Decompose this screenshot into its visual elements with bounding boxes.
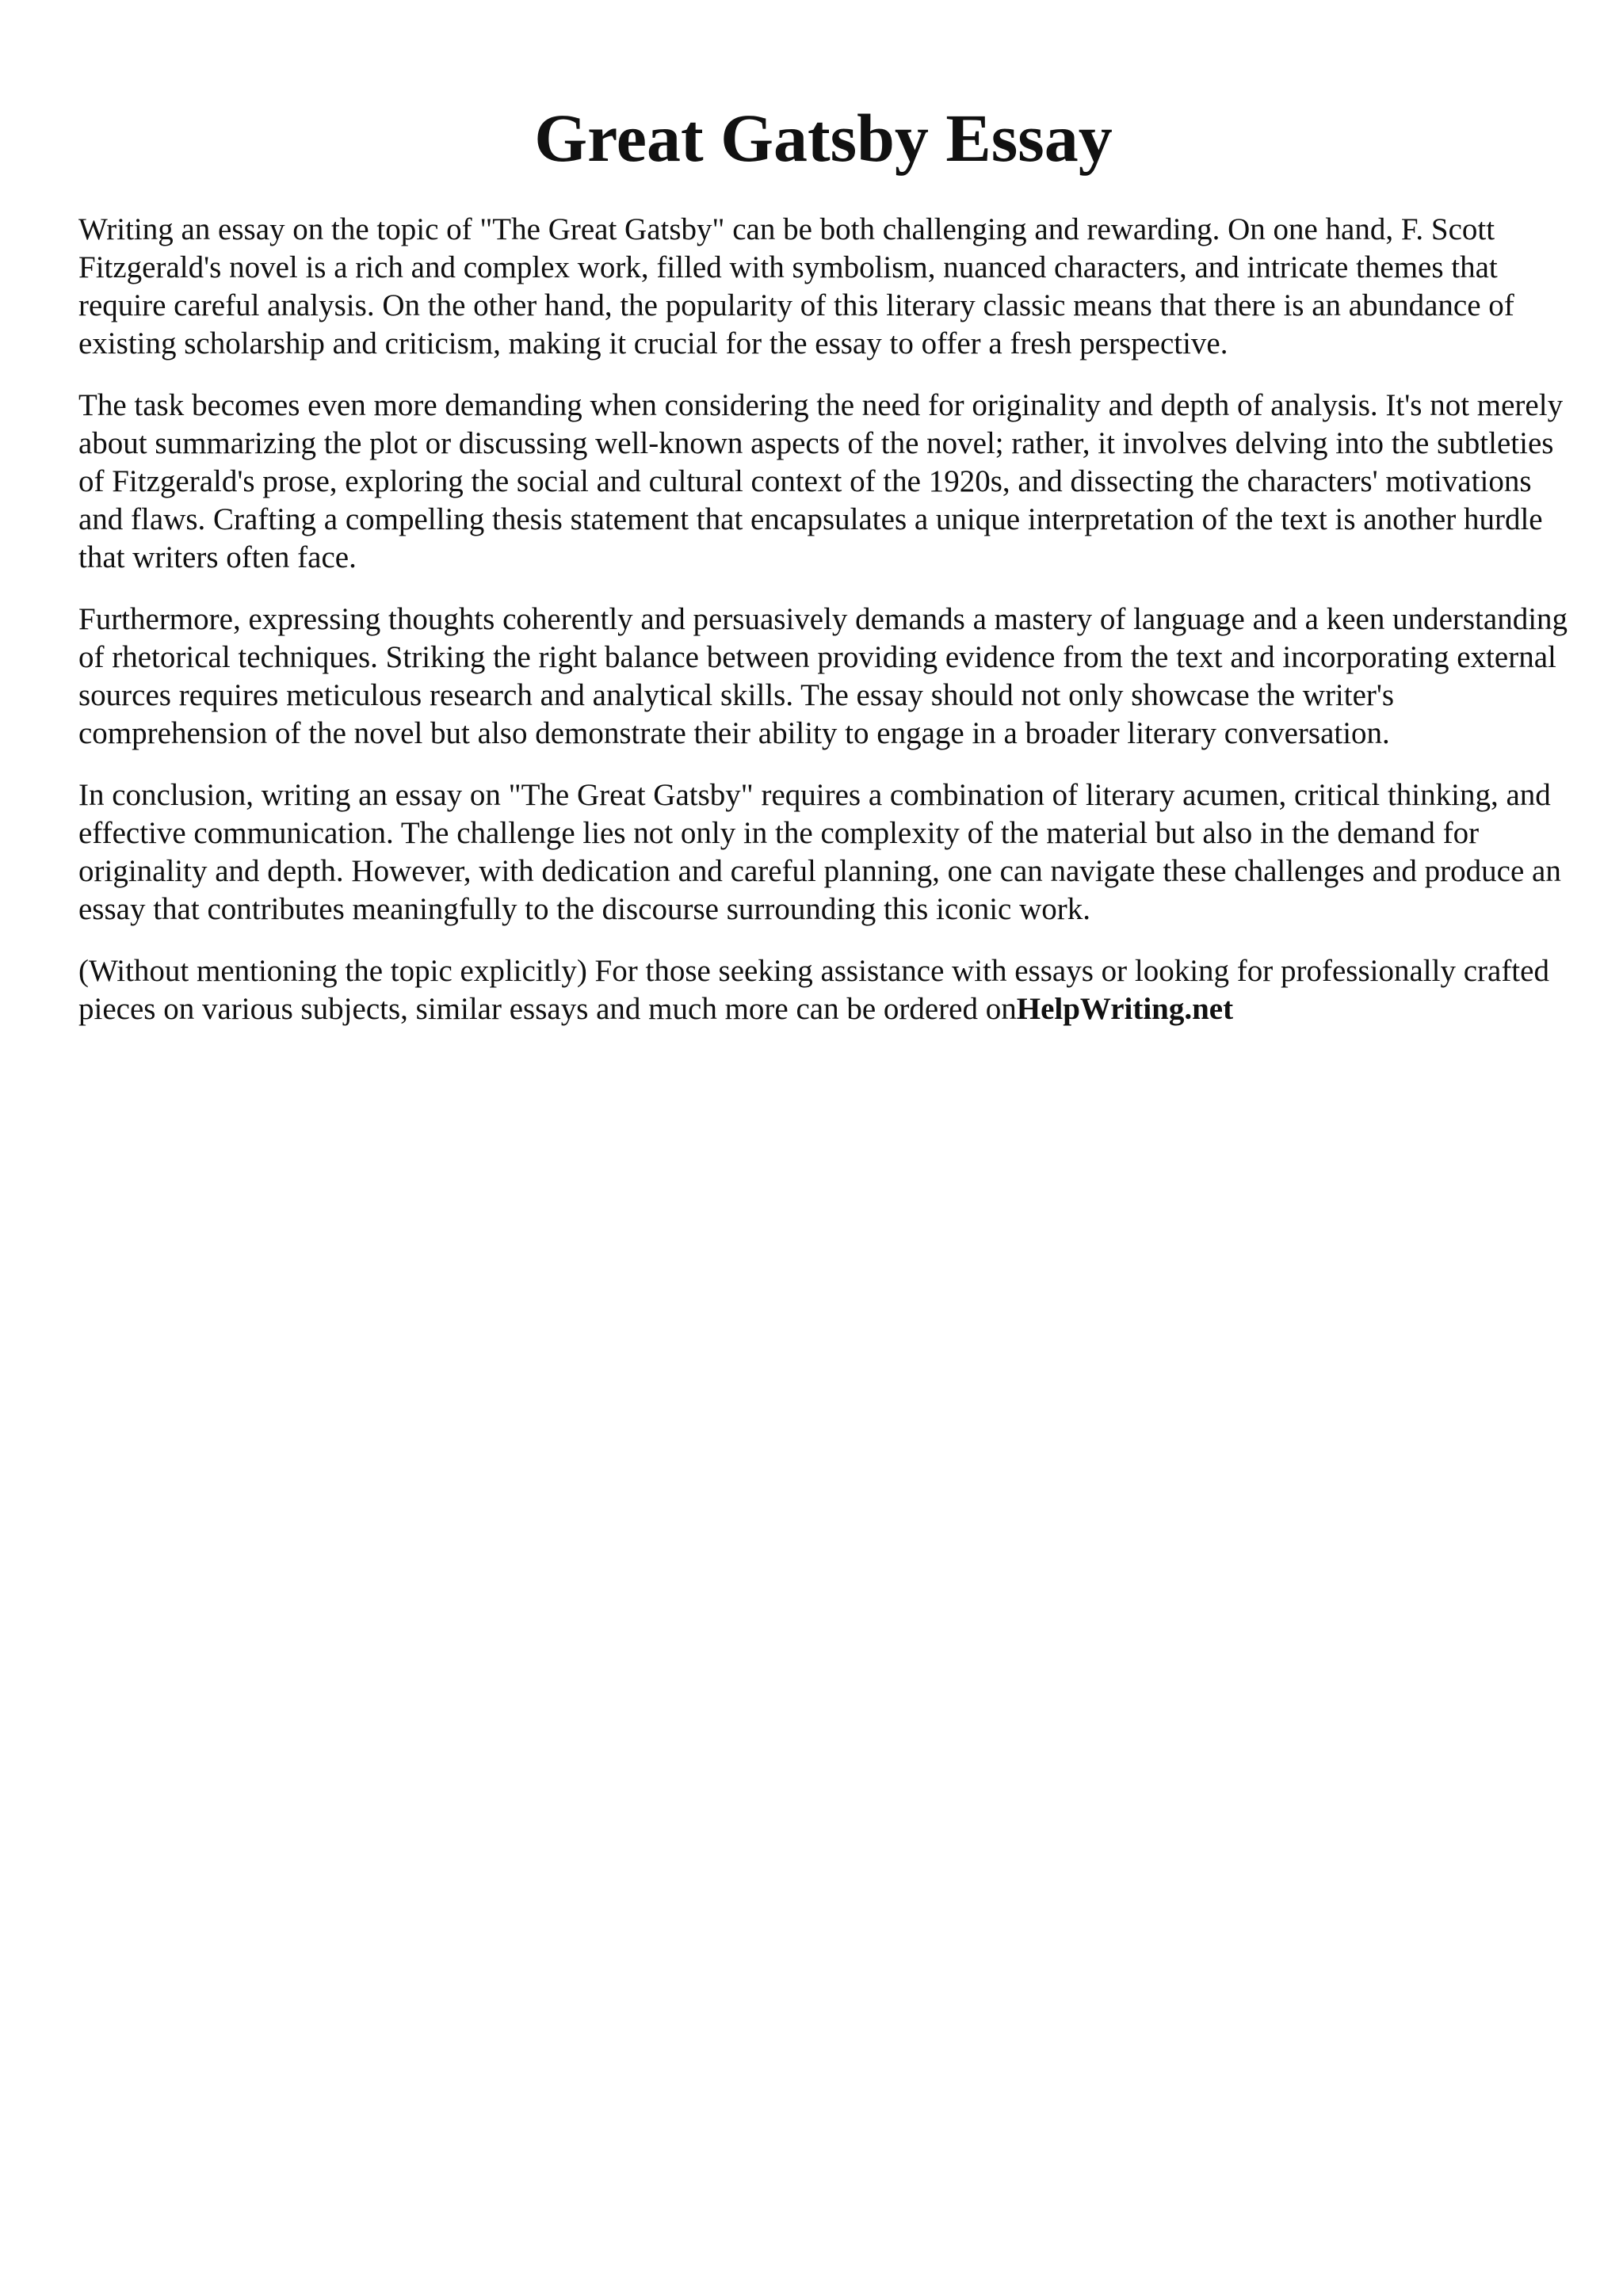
paragraph-language: Furthermore, expressing thoughts coherently and persuasively demands a mastery of language and a keen understanding of rhetorical techniques. Striking the right balance between providing evidence from the text and incorporating external sources requires meticulous research and analytical skills. The essay should not only showcase the writer's comprehension of the novel but also demonstrate their ability to engage in a broader literary conversation. bbox=[78, 602, 1568, 750]
page-title: Great Gatsby Essay bbox=[534, 100, 1113, 176]
paragraph-intro: Writing an essay on the topic of "The Great Gatsby" can be both challenging and rewarding. On one hand, F. Scott Fitzgerald's novel is a rich and complex work, filled with symbolism, nuanced characters, and intricate themes that require careful analysis. On the other hand, the popularity of this literary classic means that there is an abundance of existing scholarship and criticism, making it crucial for the essay to offer a fresh perspective. bbox=[78, 212, 1514, 360]
paragraph-analysis: The task becomes even more demanding when considering the need for originality and depth of analysis. It's not merely about summarizing the plot or discussing well-known aspects of the novel; rather, it involves delving into the subtleties of Fitzgerald's prose, exploring the social and cultural context of the 1920s, and dissecting the characters' motivations and flaws. Crafting a compelling thesis statement that encapsulates a unique interpretation of the text is another hurdle that writers often face. bbox=[78, 388, 1564, 574]
paragraph-conclusion: In conclusion, writing an essay on "The Great Gatsby" requires a combination of literary acumen, critical thinking, and effective communication. The challenge lies not only in the complexity of the material but also in the demand for originality and depth. However, with dedication and careful planning, one can navigate these challenges and produce an essay that contributes meaningfully to the discourse surrounding this iconic work. bbox=[78, 778, 1561, 926]
document-content bbox=[78, 95, 1568, 1052]
brand-name: HelpWriting.net bbox=[1016, 992, 1234, 1026]
paragraph-closing bbox=[78, 952, 1568, 1028]
closing-text: (Without mentioning the topic explicitly) For those seeking assistance with essays or looking for professionally crafted pieces on various subjects, similar essays and much more can be ordered on bbox=[78, 954, 1549, 1026]
